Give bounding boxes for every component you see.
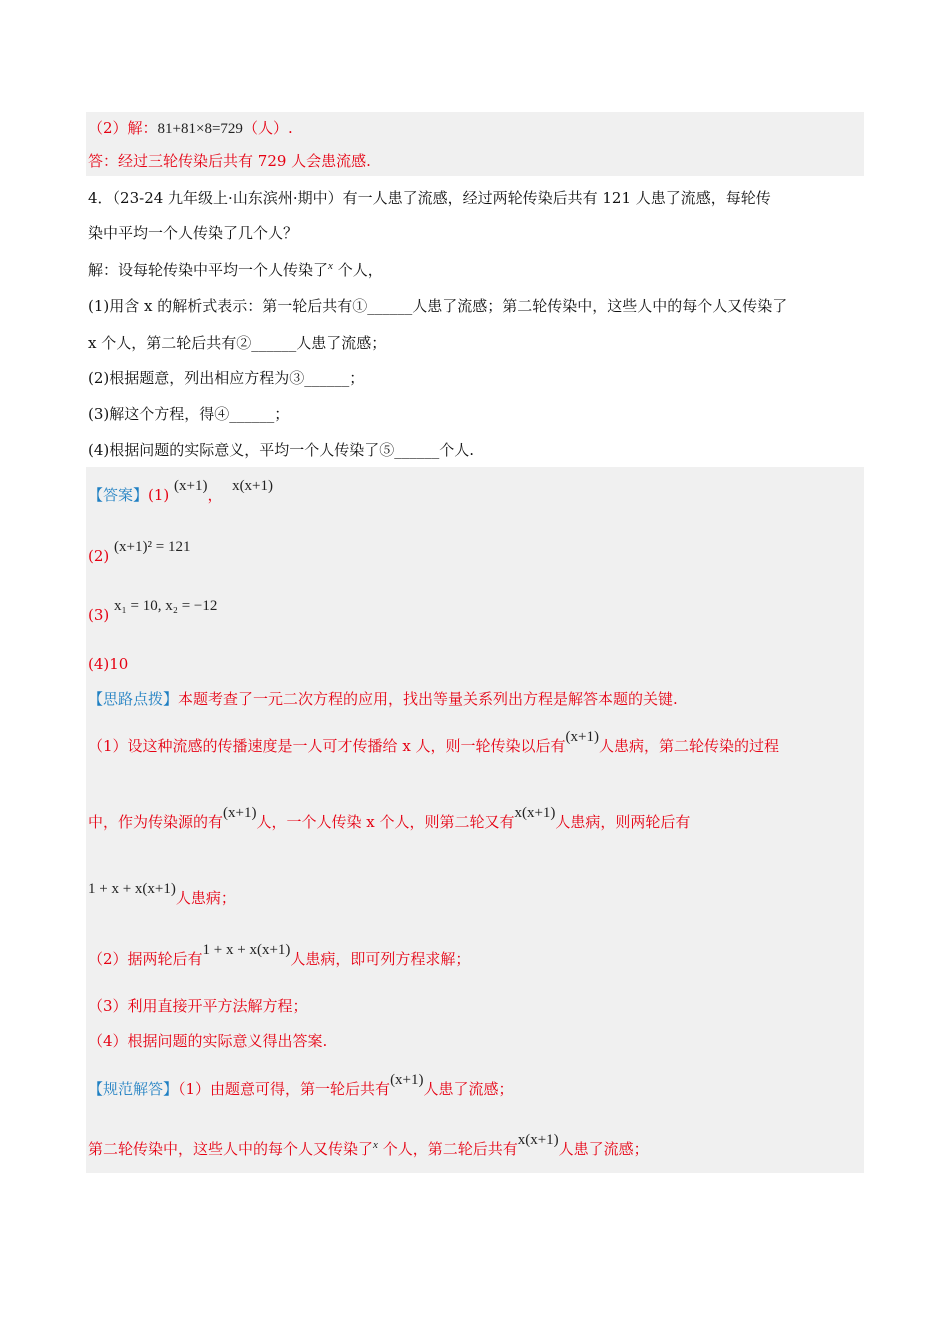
- question-1-cont: x 个人，第二轮后共有②______人患了流感；: [88, 334, 387, 352]
- solution-tag: 【规范解答】: [88, 1080, 179, 1098]
- math-expression: x(x+1): [517, 1132, 559, 1148]
- math-expression: x(x+1): [514, 805, 556, 821]
- answer-4: (4)10: [88, 655, 129, 673]
- solution-part1: 【规范解答】（1）由题意可得，第一轮后共有(x+1)人患了流感；: [88, 1072, 514, 1098]
- hint-part1-end: 1 + x + x(x+1)人患病；: [88, 881, 236, 907]
- problem-setup: 解：设每轮传染中平均一个人传染了$^x$ 个人，: [88, 260, 383, 279]
- hint-part1: （1）设这种流感的传播速度是一人可才传播给 x 人，则一轮传染以后有(x+1)人患病，第二轮传染的过程: [88, 729, 780, 755]
- answer-tag: 【答案】: [88, 486, 149, 504]
- question-2: (2)根据题意，列出相应方程为③______；: [88, 369, 365, 387]
- variable-x: x: [373, 1139, 378, 1151]
- math-expression: (x+1): [174, 478, 208, 494]
- math-expression: x₁ = 10, x₂ = −12: [114, 598, 218, 614]
- answer-3: (3) x₁ = 10, x₂ = −12: [88, 598, 218, 624]
- math-expression: 1 + x + x(x+1): [202, 942, 291, 958]
- problem-statement-cont: 染中平均一个人传染了几个人？: [88, 224, 299, 242]
- previous-part2: （2）解：81+81×8=729（人）.: [88, 119, 293, 137]
- hint-intro: 【思路点拨】本题考查了一元二次方程的应用，找出等量关系列出方程是解答本题的关键.: [88, 690, 678, 708]
- math-expression: (x+1): [565, 729, 599, 745]
- hint-part4: （4）根据问题的实际意义得出答案.: [88, 1032, 328, 1050]
- math-expression: (x+1)² = 121: [114, 539, 191, 555]
- question-1: (1)用含 x 的解析式表示：第一轮后共有①______人患了流感；第二轮传染中，这些人中的每个人又传染了: [88, 297, 788, 315]
- question-4: (4)根据问题的实际意义，平均一个人传染了⑤______个人.: [88, 441, 475, 459]
- math-expression: 1 + x + x(x+1): [88, 881, 176, 897]
- problem-statement: 4．（23-24 九年级上·山东滨州·期中）有一人患了流感，经过两轮传染后共有 121 人患了流感，每轮传: [88, 189, 771, 207]
- math-expression: x(x+1): [232, 478, 274, 494]
- hint-part2: （2）据两轮后有1 + x + x(x+1)人患病，即可列方程求解；: [88, 942, 471, 968]
- math-expression: (x+1): [223, 805, 257, 821]
- previous-answer: 答：经过三轮传染后共有 729 人会患流感.: [88, 152, 371, 170]
- question-3: (3)解这个方程，得④______；: [88, 405, 290, 423]
- answer-2: (2) (x+1)² = 121: [88, 539, 191, 565]
- math-expression: 81+81×8=729: [157, 121, 243, 137]
- variable-x: x: [328, 260, 333, 272]
- solution-part2: 第二轮传染中，这些人中的每个人又传染了$^x$ 个人，第二轮后共有x(x+1)人患了流感；: [88, 1132, 649, 1158]
- hint-part3: （3）利用直接开平方法解方程；: [88, 997, 308, 1015]
- hint-tag: 【思路点拨】: [88, 690, 179, 708]
- hint-part1-cont: 中，作为传染源的有(x+1)人，一个人传染 x 个人，则第二轮又有x(x+1)人患病，则两轮后有: [88, 805, 691, 831]
- math-expression: (x+1): [390, 1072, 424, 1088]
- answer-1: 【答案】(1) (x+1)， x(x+1): [88, 478, 274, 504]
